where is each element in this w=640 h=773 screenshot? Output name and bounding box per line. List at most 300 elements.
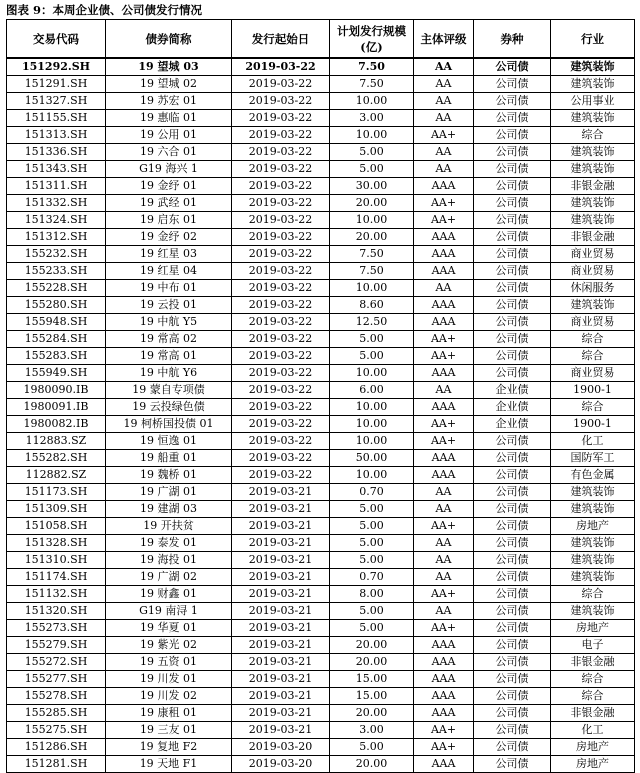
cell-scale: 5.00 (330, 144, 414, 161)
cell-rating: AA+ (414, 195, 474, 212)
table-row (7, 671, 635, 688)
cell-industry: 综合 (551, 127, 635, 144)
table-row (7, 416, 635, 433)
cell-name: 19 华夏 01 (106, 620, 232, 637)
cell-rating: AA+ (414, 127, 474, 144)
cell-name: 19 公用 01 (106, 127, 232, 144)
table-row (7, 654, 635, 671)
cell-scale: 10.00 (330, 416, 414, 433)
cell-industry: 建筑装饰 (551, 603, 635, 620)
cell-code: 151332.SH (7, 195, 106, 212)
cell-industry: 化工 (551, 722, 635, 739)
cell-type: 公司债 (474, 654, 551, 671)
cell-name: 19 红星 03 (106, 246, 232, 263)
cell-rating: AAA (414, 756, 474, 773)
table-row (7, 195, 635, 212)
cell-type: 公司债 (474, 110, 551, 127)
cell-scale: 7.50 (330, 263, 414, 280)
cell-industry: 房地产 (551, 739, 635, 756)
cell-rating: AA+ (414, 416, 474, 433)
cell-industry: 1900-1 (551, 416, 635, 433)
cell-code: 151320.SH (7, 603, 106, 620)
cell-rating: AA (414, 280, 474, 297)
cell-code: 155948.SH (7, 314, 106, 331)
table-row (7, 433, 635, 450)
cell-code: 151324.SH (7, 212, 106, 229)
cell-code: 155228.SH (7, 280, 106, 297)
cell-start-date: 2019-03-21 (232, 671, 330, 688)
cell-rating: AA (414, 144, 474, 161)
cell-type: 公司债 (474, 433, 551, 450)
cell-industry: 建筑装饰 (551, 195, 635, 212)
cell-scale: 10.00 (330, 127, 414, 144)
cell-start-date: 2019-03-21 (232, 603, 330, 620)
cell-name: 19 天地 F1 (106, 756, 232, 773)
cell-start-date: 2019-03-21 (232, 637, 330, 654)
cell-industry: 非银金融 (551, 705, 635, 722)
cell-name: 19 蒙自专项债 (106, 382, 232, 399)
cell-rating: AAA (414, 314, 474, 331)
cell-name: 19 惠临 01 (106, 110, 232, 127)
cell-scale: 5.00 (330, 535, 414, 552)
cell-start-date: 2019-03-22 (232, 382, 330, 399)
cell-type: 公司债 (474, 671, 551, 688)
cell-scale: 15.00 (330, 671, 414, 688)
header-industry: 行业 (551, 20, 635, 59)
cell-industry: 综合 (551, 688, 635, 705)
cell-name: 19 柯桥国投债 01 (106, 416, 232, 433)
cell-scale: 3.00 (330, 722, 414, 739)
cell-start-date: 2019-03-21 (232, 688, 330, 705)
table-row (7, 314, 635, 331)
table-row (7, 620, 635, 637)
cell-industry: 商业贸易 (551, 263, 635, 280)
cell-scale: 5.00 (330, 620, 414, 637)
table-row (7, 450, 635, 467)
cell-start-date: 2019-03-22 (232, 399, 330, 416)
table-row (7, 348, 635, 365)
cell-rating: AAA (414, 297, 474, 314)
cell-scale: 5.00 (330, 348, 414, 365)
cell-rating: AA+ (414, 212, 474, 229)
cell-scale: 3.00 (330, 110, 414, 127)
cell-rating: AA (414, 569, 474, 586)
table-row (7, 365, 635, 382)
cell-start-date: 2019-03-21 (232, 620, 330, 637)
cell-type: 公司债 (474, 501, 551, 518)
cell-name: 19 广湖 01 (106, 484, 232, 501)
cell-type: 公司债 (474, 535, 551, 552)
cell-industry: 商业贸易 (551, 365, 635, 382)
cell-type: 公司债 (474, 739, 551, 756)
cell-start-date: 2019-03-21 (232, 484, 330, 501)
cell-industry: 建筑装饰 (551, 212, 635, 229)
cell-scale: 10.00 (330, 467, 414, 484)
cell-name: 19 中布 01 (106, 280, 232, 297)
cell-code: 151292.SH (7, 58, 106, 76)
cell-code: 155275.SH (7, 722, 106, 739)
cell-start-date: 2019-03-22 (232, 127, 330, 144)
cell-scale: 8.00 (330, 586, 414, 603)
cell-rating: AA+ (414, 518, 474, 535)
header-name: 债券简称 (106, 20, 232, 59)
table-row (7, 467, 635, 484)
cell-type: 公司债 (474, 212, 551, 229)
table-row (7, 688, 635, 705)
cell-industry: 建筑装饰 (551, 569, 635, 586)
cell-industry: 综合 (551, 348, 635, 365)
table-row (7, 382, 635, 399)
table-row (7, 127, 635, 144)
cell-code: 151313.SH (7, 127, 106, 144)
table-row (7, 739, 635, 756)
cell-type: 公司债 (474, 705, 551, 722)
cell-start-date: 2019-03-21 (232, 535, 330, 552)
cell-code: 151309.SH (7, 501, 106, 518)
cell-scale: 10.00 (330, 365, 414, 382)
cell-start-date: 2019-03-22 (232, 314, 330, 331)
header-rating: 主体评级 (414, 20, 474, 59)
cell-rating: AAA (414, 246, 474, 263)
cell-name: 19 云投 01 (106, 297, 232, 314)
cell-scale: 20.00 (330, 756, 414, 773)
cell-industry: 商业贸易 (551, 314, 635, 331)
table-row (7, 110, 635, 127)
cell-start-date: 2019-03-22 (232, 433, 330, 450)
table-row (7, 161, 635, 178)
cell-industry: 公用事业 (551, 93, 635, 110)
cell-scale: 7.50 (330, 76, 414, 93)
cell-start-date: 2019-03-22 (232, 348, 330, 365)
table-row (7, 178, 635, 195)
cell-rating: AA (414, 382, 474, 399)
cell-start-date: 2019-03-22 (232, 178, 330, 195)
cell-scale: 20.00 (330, 705, 414, 722)
cell-code: 155949.SH (7, 365, 106, 382)
table-row (7, 76, 635, 93)
cell-scale: 7.50 (330, 58, 414, 76)
cell-code: 155272.SH (7, 654, 106, 671)
cell-scale: 50.00 (330, 450, 414, 467)
cell-rating: AA (414, 552, 474, 569)
cell-type: 企业债 (474, 416, 551, 433)
cell-scale: 0.70 (330, 569, 414, 586)
cell-start-date: 2019-03-21 (232, 569, 330, 586)
cell-code: 155279.SH (7, 637, 106, 654)
cell-start-date: 2019-03-21 (232, 654, 330, 671)
cell-code: 151058.SH (7, 518, 106, 535)
cell-type: 公司债 (474, 620, 551, 637)
cell-rating: AAA (414, 467, 474, 484)
cell-scale: 30.00 (330, 178, 414, 195)
cell-industry: 建筑装饰 (551, 110, 635, 127)
cell-rating: AA+ (414, 331, 474, 348)
cell-rating: AA (414, 58, 474, 76)
cell-industry: 商业贸易 (551, 246, 635, 263)
cell-scale: 0.70 (330, 484, 414, 501)
cell-rating: AA (414, 110, 474, 127)
cell-code: 151281.SH (7, 756, 106, 773)
cell-industry: 非银金融 (551, 654, 635, 671)
cell-start-date: 2019-03-20 (232, 756, 330, 773)
table-row (7, 637, 635, 654)
cell-code: 151286.SH (7, 739, 106, 756)
cell-industry: 1900-1 (551, 382, 635, 399)
cell-name: 19 紫光 02 (106, 637, 232, 654)
cell-name: 19 苏宏 01 (106, 93, 232, 110)
cell-rating: AA+ (414, 620, 474, 637)
cell-start-date: 2019-03-22 (232, 365, 330, 382)
cell-industry: 综合 (551, 586, 635, 603)
cell-type: 公司债 (474, 484, 551, 501)
cell-scale: 5.00 (330, 739, 414, 756)
cell-name: 19 魏桥 01 (106, 467, 232, 484)
cell-code: 151174.SH (7, 569, 106, 586)
cell-rating: AA (414, 484, 474, 501)
cell-rating: AAA (414, 450, 474, 467)
cell-type: 公司债 (474, 348, 551, 365)
cell-name: 19 泰发 01 (106, 535, 232, 552)
cell-name: 19 金纾 02 (106, 229, 232, 246)
cell-industry: 综合 (551, 399, 635, 416)
cell-type: 公司债 (474, 263, 551, 280)
cell-scale: 10.00 (330, 399, 414, 416)
cell-code: 151310.SH (7, 552, 106, 569)
cell-name: 19 中航 Y5 (106, 314, 232, 331)
cell-start-date: 2019-03-22 (232, 297, 330, 314)
cell-name: 19 常高 01 (106, 348, 232, 365)
cell-type: 公司债 (474, 552, 551, 569)
cell-start-date: 2019-03-22 (232, 58, 330, 76)
table-row (7, 58, 635, 76)
table-row (7, 552, 635, 569)
cell-name: 19 财鑫 01 (106, 586, 232, 603)
cell-name: 19 中航 Y6 (106, 365, 232, 382)
table-row (7, 756, 635, 773)
cell-scale: 10.00 (330, 433, 414, 450)
cell-rating: AA+ (414, 722, 474, 739)
table-row (7, 229, 635, 246)
cell-industry: 电子 (551, 637, 635, 654)
cell-type: 企业债 (474, 399, 551, 416)
cell-name: 19 恒逸 01 (106, 433, 232, 450)
cell-type: 公司债 (474, 229, 551, 246)
cell-type: 公司债 (474, 569, 551, 586)
cell-start-date: 2019-03-22 (232, 212, 330, 229)
cell-code: 155285.SH (7, 705, 106, 722)
cell-start-date: 2019-03-21 (232, 705, 330, 722)
cell-name: 19 常高 02 (106, 331, 232, 348)
cell-type: 公司债 (474, 603, 551, 620)
cell-code: 151312.SH (7, 229, 106, 246)
cell-type: 公司债 (474, 688, 551, 705)
cell-type: 公司债 (474, 58, 551, 76)
cell-code: 151343.SH (7, 161, 106, 178)
cell-code: 1980082.IB (7, 416, 106, 433)
cell-code: 155280.SH (7, 297, 106, 314)
cell-type: 公司债 (474, 280, 551, 297)
cell-name: G19 海兴 1 (106, 161, 232, 178)
cell-name: 19 川发 02 (106, 688, 232, 705)
cell-start-date: 2019-03-22 (232, 195, 330, 212)
cell-industry: 有色金属 (551, 467, 635, 484)
cell-name: 19 六合 01 (106, 144, 232, 161)
table-row (7, 297, 635, 314)
cell-rating: AAA (414, 178, 474, 195)
cell-type: 公司债 (474, 450, 551, 467)
cell-code: 151327.SH (7, 93, 106, 110)
table-row (7, 212, 635, 229)
cell-scale: 12.50 (330, 314, 414, 331)
cell-start-date: 2019-03-21 (232, 518, 330, 535)
cell-rating: AA+ (414, 348, 474, 365)
cell-start-date: 2019-03-22 (232, 161, 330, 178)
cell-start-date: 2019-03-21 (232, 552, 330, 569)
cell-code: 155278.SH (7, 688, 106, 705)
header-code: 交易代码 (7, 20, 106, 59)
header-row (7, 20, 635, 59)
cell-rating: AAA (414, 671, 474, 688)
cell-rating: AA (414, 76, 474, 93)
cell-industry: 房地产 (551, 756, 635, 773)
cell-name: 19 五资 01 (106, 654, 232, 671)
cell-type: 公司债 (474, 756, 551, 773)
cell-type: 公司债 (474, 331, 551, 348)
cell-start-date: 2019-03-22 (232, 416, 330, 433)
cell-name: 19 望城 02 (106, 76, 232, 93)
cell-name: 19 望城 03 (106, 58, 232, 76)
cell-start-date: 2019-03-22 (232, 331, 330, 348)
cell-code: 155282.SH (7, 450, 106, 467)
table-row (7, 246, 635, 263)
table-row (7, 535, 635, 552)
cell-code: 151291.SH (7, 76, 106, 93)
cell-start-date: 2019-03-21 (232, 501, 330, 518)
cell-scale: 20.00 (330, 229, 414, 246)
table-row (7, 518, 635, 535)
table-row (7, 399, 635, 416)
cell-name: 19 红星 04 (106, 263, 232, 280)
cell-start-date: 2019-03-22 (232, 229, 330, 246)
cell-start-date: 2019-03-22 (232, 76, 330, 93)
cell-rating: AA (414, 501, 474, 518)
cell-code: 151328.SH (7, 535, 106, 552)
cell-industry: 非银金融 (551, 229, 635, 246)
table-row (7, 501, 635, 518)
cell-industry: 建筑装饰 (551, 58, 635, 76)
cell-scale: 5.00 (330, 161, 414, 178)
cell-name: 19 船重 01 (106, 450, 232, 467)
cell-start-date: 2019-03-22 (232, 450, 330, 467)
table-row (7, 603, 635, 620)
cell-type: 公司债 (474, 246, 551, 263)
cell-code: 1980091.IB (7, 399, 106, 416)
cell-industry: 房地产 (551, 620, 635, 637)
cell-start-date: 2019-03-22 (232, 110, 330, 127)
cell-scale: 8.60 (330, 297, 414, 314)
cell-rating: AA (414, 161, 474, 178)
cell-type: 公司债 (474, 467, 551, 484)
table-row (7, 144, 635, 161)
table-row (7, 263, 635, 280)
table-row (7, 280, 635, 297)
table-row (7, 484, 635, 501)
cell-type: 公司债 (474, 637, 551, 654)
table-title: 图表 9：本周企业债、公司债发行情况 (6, 3, 203, 17)
cell-code: 155273.SH (7, 620, 106, 637)
cell-start-date: 2019-03-22 (232, 280, 330, 297)
cell-start-date: 2019-03-22 (232, 93, 330, 110)
cell-code: 155233.SH (7, 263, 106, 280)
cell-code: 151336.SH (7, 144, 106, 161)
cell-scale: 10.00 (330, 93, 414, 110)
cell-rating: AAA (414, 365, 474, 382)
cell-scale: 6.00 (330, 382, 414, 399)
cell-industry: 房地产 (551, 518, 635, 535)
cell-type: 企业债 (474, 382, 551, 399)
cell-code: 151132.SH (7, 586, 106, 603)
cell-name: G19 南浔 1 (106, 603, 232, 620)
cell-start-date: 2019-03-22 (232, 246, 330, 263)
cell-scale: 5.00 (330, 331, 414, 348)
cell-name: 19 云投绿色债 (106, 399, 232, 416)
table-row (7, 569, 635, 586)
cell-type: 公司债 (474, 722, 551, 739)
cell-industry: 建筑装饰 (551, 501, 635, 518)
cell-rating: AAA (414, 688, 474, 705)
cell-scale: 5.00 (330, 603, 414, 620)
cell-type: 公司债 (474, 93, 551, 110)
table-row (7, 93, 635, 110)
header-start-date: 发行起始日 (232, 20, 330, 59)
cell-scale: 20.00 (330, 654, 414, 671)
cell-industry: 综合 (551, 331, 635, 348)
bond-issuance-table (6, 19, 635, 773)
cell-scale: 5.00 (330, 501, 414, 518)
cell-type: 公司债 (474, 586, 551, 603)
cell-industry: 休闲服务 (551, 280, 635, 297)
cell-code: 151311.SH (7, 178, 106, 195)
cell-scale: 20.00 (330, 637, 414, 654)
cell-type: 公司债 (474, 127, 551, 144)
cell-code: 155232.SH (7, 246, 106, 263)
cell-code: 151173.SH (7, 484, 106, 501)
cell-code: 155277.SH (7, 671, 106, 688)
cell-name: 19 康租 01 (106, 705, 232, 722)
table-row (7, 722, 635, 739)
cell-start-date: 2019-03-21 (232, 722, 330, 739)
cell-start-date: 2019-03-22 (232, 467, 330, 484)
cell-rating: AAA (414, 637, 474, 654)
cell-type: 公司债 (474, 297, 551, 314)
cell-scale: 5.00 (330, 552, 414, 569)
cell-industry: 建筑装饰 (551, 484, 635, 501)
cell-name: 19 川发 01 (106, 671, 232, 688)
cell-name: 19 启东 01 (106, 212, 232, 229)
cell-scale: 10.00 (330, 280, 414, 297)
cell-name: 19 武经 01 (106, 195, 232, 212)
cell-rating: AAA (414, 705, 474, 722)
cell-rating: AA (414, 603, 474, 620)
cell-industry: 建筑装饰 (551, 535, 635, 552)
header-scale: 计划发行规模(亿) (330, 20, 414, 59)
cell-type: 公司债 (474, 178, 551, 195)
cell-type: 公司债 (474, 195, 551, 212)
cell-type: 公司债 (474, 144, 551, 161)
cell-industry: 建筑装饰 (551, 144, 635, 161)
cell-rating: AA (414, 93, 474, 110)
table-row (7, 331, 635, 348)
